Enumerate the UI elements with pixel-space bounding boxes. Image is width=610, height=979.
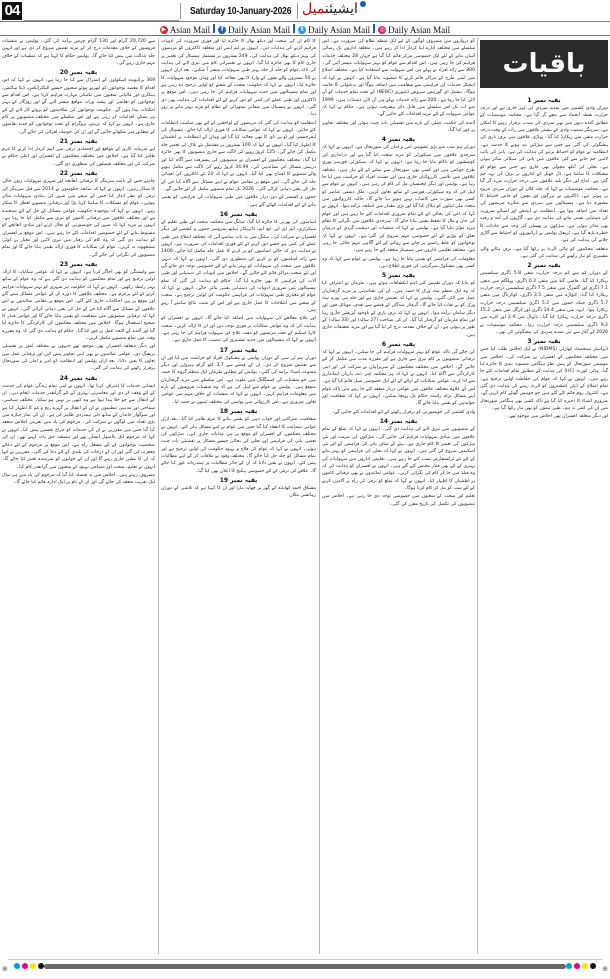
logo-eye-icon [360,1,366,7]
continuation-heading: بقیہ نمبر 23 [59,260,98,268]
article-paragraph: سے 20,720 گرام اور 130 گرام چرس برآمد کی گئی۔ پولیس نے منشیات فروشوں کے خلاف مقدمات درج کر کے مزید تفتیش شروع کر دی ہے اور انہیں جلد عدالت میں پیش کیا جائے گا۔ پولیس حکام کا کہنا ہے کہ منشیات کے خلاف مہم جاری رہے گی۔ [2,39,155,67]
column-divider [319,38,320,954]
article-paragraph: 369 پرائیویٹ اسکولوں کے اشتراک سے کیا جا رہا ہے۔ انہوں نے کہا کہ اس اقدام کا مقصد نوجوانوں کو ابھرتے ہوئے شعبوں جیسے الیکٹرانکس، ڈیٹا سائنس، بینکاری اور مالیاتی شعبوں میں تکنیکی مہارت فراہم کرنا ہے۔ اس اقدام سے نوجوانوں کو تعلیمی اور پیشہ ورانہ مواقع میسر آئیں گے اور روزگار کے بہتر امکانات پیدا ہوں گے۔ حکومت نوجوانوں کی صلاحیتوں کو بروئے کار لانے کے لئے ہر ممکن اقدامات کر رہی ہے اور اس سلسلے میں مختلف منصوبوں پر کام جاری ہے۔ انہوں نے کہا کہ تربیتی پروگرام کے تحت نوجوانوں کو جدید تقاضوں کے مطابق ہنر سکھائے جائیں گے اور ان کی حوصلہ افزائی کی جائے گی۔ [2,78,155,135]
section-banner-baqiyat: باقیات [480,40,608,88]
article-paragraph: کے دوران کم سے کم درجہ حرارت منفی 5.8 ڈگری سیلسیس ریکارڈ کیا گیا۔ قاضی گنڈ میں منفی 6.2 ڈگری، پہلگام میں منفی 7.1 ڈگری اور گلمرگ میں منفی 7.5 ڈگری سیلسیس درجہ حرارت ریکارڈ کیا گیا۔ کپواڑہ میں منفی 3.5 ڈگری، کوکرناگ میں منفی 5.7 ڈگری جبکہ جموں میں 5.2 ڈگری سیلسیس درجہ حرارت ریکارڈ ہوا۔ لیہہ میں منفی 14.4 ڈگری اور کرگل میں منفی 15.2 ڈگری درجہ حرارت ریکارڈ کیا گیا۔ بانہال میں 2.4 اور کٹرہ میں 9.2 ڈگری سیلسیس درجہ حرارت رہا۔ محکمہ موسمیات نے 2026 کے آغاز سے ہی شدید سردی کی پیشگوئی کی تھی۔ [480,271,608,335]
continuation-heading: بقیہ نمبر 2 [527,262,561,270]
color-swatch [582,963,588,969]
article-paragraph: شفافیت، شراکتی اور جواب دہی کو یقینی بنانے کا عزم ظاہر کیا گیا۔ بعد ازاں عوامی سماعت کا انعقاد کیا گیا جس میں عوام نے اپنے مسائل بیان کئے۔ انہوں نے مختلف محکموں کے افسران کو موقع پر ہی ہدایات جاری کیں۔ سڑکوں کی تعمیر، پانی کی فراہمی اور بجلی کی بحالی جیسے مسائل پر تفصیلی بات چیت ہوئی۔ انہوں نے کہا کہ عوام کی فلاح و بہبود حکومت کی اولین ترجیح ہے اور تمام مسائل کو جلد حل کیا جائے گا۔ مختلف وفود نے ملاقات کر کے اپنے مطالبات پیش کئے۔ انہوں نے یقین دلایا کہ ان کے جائز مطالبات پر ہمدردانہ غور کیا جائے گا۔ علاقے کی ترقی کے لئے خصوصی پیکیج کا اعلان بھی کیا گیا۔ [161,417,316,474]
article-paragraph: کو بتایا کہ دوران تفتیش کئی اہم انکشافات ہوئے ہیں۔ ملزمان نے اعتراف کیا کہ وہ ایک منظم نیٹ ورک کا حصہ ہیں۔ ان کی نشاندہی پر مزید گرفتاریاں عمل میں لائی گئیں۔ پولیس نے کہا کہ تفتیش جاری ہے اور جلد ہی پورے نیٹ ورک کو بے نقاب کیا جائے گا۔ گرفتار شدگان کے قبضے سے نقدی، موبائل فون اور دیگر سامان برآمد ہوا۔ انہوں نے کہا کہ برف باری کے باوجود آپریشن جاری رہا اور تمام ملزمان کو گرفتار کیا گیا۔ ان کی شناخت (27 سالہ) اور (33 سالہ) کے طور پر ہوئی ہے۔ ان کے خلاف مقدمہ درج کر لیا گیا ہے اور مزید تحقیقات جاری ہیں۔ [322,281,475,338]
newspaper-logo [302,1,366,17]
article-paragraph: لیے سرمایہ کاری کے مواقع اور اقتصادی ترقی میں اہم کردار ادا کرنے کا عزم ظاہر کیا گیا ہے۔ اجلاس میں مختلف محکموں کے افسران اور اعلیٰ حکام نے شرکت کی اور مختلف فیصلوں کی منظوری دی گئی۔ [2,147,155,167]
article-paragraph: اسامیوں کی بھرتی کا جائزہ لیا گیا۔ میٹنگ میں محکمہ صحت اور طبی تعلیم کے سیکرٹری، ایم ڈی این ایچ ایم، ڈائریکٹر ہیلتھ سروسز جموں و کشمیر اور دیگر افسران نے شرکت کی۔ میٹنگ میں یہ بات سامنے آئی کہ مختلف اضلاع میں طبی عملے کی کمی ہے جسے دور کرنے کے لئے فوری اقدامات کی ضرورت ہے۔ انہوں نے ہدایت دی کہ خالی اسامیوں کو پر کرنے کا عمل جلد مکمل کیا جائے۔ 1400 سے زائد اسامیوں کو پر کرنے کی منظوری دی گئی۔ انہوں نے کہا کہ دیہی علاقوں میں صحت کی سہولیات کو بہتر بنانے کے لئے خصوصی توجہ دی جائے گی اور نئے صحت مراکز قائم کئے جائیں گے۔ اجلاس میں ادویات کی دستیابی اور طبی آلات کی فراہمی کا بھی جائزہ لیا گیا۔ حکام کو ہدایت کی گئی کہ تمام ہسپتالوں میں ضروری ادویات کی دستیابی یقینی بنائی جائے۔ انہوں نے کہا کہ عوام کو معیاری طبی سہولیات کی فراہمی حکومت کی اولین ترجیح ہے۔ صحت کے شعبے میں اصلاحات کا عمل جاری ہے اور اس کے مثبت نتائج سامنے آ رہے ہیں۔ [161,219,316,314]
masthead [0,0,610,35]
registration-mark-icon: ⊕ [2,965,8,973]
article-paragraph: مشتاق احمد کھانڈے کے گھر پر چھاپہ مارا اور ان کا کہنا ہے کہ تلاشی کے دوران رہائشی مکان [161,485,316,499]
article-paragraph: کا کام ان کی صحت اور دیکھ بھال کا جائزہ لیا اور فوری ضرورت کی ادویات فراہم کرنے کی ہدایات دیں۔ انہوں نے ایم ایس اور متعلقہ ڈاکٹروں کو مریضوں کی بہتر دیکھ بھال کی ہدایت کی۔ 249 بستروں پر مشتمل ہسپتال کی تعمیر پر جاری کام کا بھی جائزہ لیا گیا۔ انہوں نے تعمیراتی کام میں تیزی لانے کی ہدایت کی تاکہ عوام کو جلد از جلد بہتر طبی سہولیات میسر آ سکیں۔ بعد ازاں انہوں نے 50 بستروں والے بچوں کے وارڈ کا بھی معائنہ کیا اور وہاں موجود سہولیات کا جائزہ لیا۔ انہوں نے کہا کہ حکومت صحت کے شعبے کو اولین ترجیح دے رہی ہے اور تمام ہسپتالوں میں جدید سہولیات فراہم کی جا رہی ہیں۔ اس موقع پر ڈاکٹروں اور طبی عملے کی کمی کو دور کرنے کے لئے اقدامات کی ہدایت بھی دی گئی۔ انہوں نے ہسپتال میں صفائی ستھرائی کے نظام کو مزید بہتر بنانے پر زور دیا۔ [161,39,316,118]
article-paragraph: کے منصوبوں میں تیزی لانے کی ہدایت دی گئی۔ انہوں نے کہا کہ ضلع کے تمام علاقوں میں بنیادی سہولیات فراہم کی جائیں گی۔ سڑکوں کی مرمت اور نئی سڑکوں کی تعمیر کا کام جاری ہے۔ پینے کے صاف پانی کی فراہمی کے لئے نئی اسکیمیں شروع کی گئی ہیں۔ انہوں نے کہا کہ بجلی کی فراہمی کو بہتر بنانے کے لئے نئے ٹرانسفارمر نصب کئے جا رہے ہیں۔ تعلیمی اداروں میں سہولیات کی بہتری کے لئے بھی فنڈز مختص کئے گئے ہیں۔ انہوں نے افسران کو ہدایت کی کہ وہ فیلڈ میں جا کر کام کی نگرانی کریں۔ عوامی نمائندوں نے بھی ترقیاتی کاموں پر اطمینان کا اظہار کیا۔ انہوں نے کہا کہ ضلع کو ترقی کی راہ پر گامزن کرنے کے لئے سب کو مل کر کام کرنا ہوگا۔ [322,427,475,491]
color-swatch [574,963,580,969]
article-paragraph: کی جائے گی تاکہ عوام کو بہتر سہولیات فراہم کی جا سکیں۔ انہوں نے کہا کہ ترقیاتی منصوبوں پر کام تیزی سے جاری ہے اور مقررہ مدت میں مکمل کر لئے جائیں گے۔ اجلاس میں مختلف محکموں کے سربراہان نے شرکت کی اور اپنی کارکردگی سے آگاہ کیا۔ انہوں نے کہا کہ ہر محکمہ اپنی ذمہ داریاں ایمانداری سے ادا کرے۔ عوامی شکایات کے ازالے کے لئے ایک خصوصی سیل قائم کیا گیا ہے۔ اس کے علاوہ مختلف علاقوں میں عوامی دربار منعقد کئے جا رہے ہیں تاکہ عوام اپنے مسائل براہ راست حکام تک پہنچا سکیں۔ انہوں نے کہا کہ شفافیت اور جوابدہی کو یقینی بنایا جائے گا۔ [322,350,475,407]
registration-mark-icon: ⊕ [602,965,608,973]
continuation-heading: بقیہ نمبر 20 [59,69,98,77]
article-paragraph: انسانی خدمات کا اعتراف کرتا تھا۔ انہوں نے اپنی تمام زندگی عوام کی خدمت کے لئے وقف کر دی اور معاشرتی بہتری کے لئے گرانقدر خدمات انجام دیں۔ ان کے انتقال سے جو خلا پیدا ہوا ہے وہ کبھی پر نہیں ہو سکتا۔ مختلف سیاسی، سماجی اور مذہبی تنظیموں نے ان کے انتقال پر گہرے رنج و غم کا اظہار کیا ہے اور سوگوار خاندان کے ساتھ دلی ہمدردی ظاہر کی ہے۔ ان کی نماز جنازہ میں بڑی تعداد میں لوگوں نے شرکت کی۔ مرحوم کی یاد میں تعزیتی اجلاس منعقد کیا گیا جس میں مقررین نے ان کی خدمات کو خراج تحسین پیش کیا۔ انہوں نے کہا کہ مرحوم ایک بااصول انسان تھے اور ہمیشہ حق بات کہتے تھے۔ ان کی شخصیت نوجوانوں کے لئے مشعل راہ ہے۔ اس موقع پر مرحوم کے لئے دعائے مغفرت کی گئی اور ان کے درجات کی بلندی کے لئے دعا کی گئی۔ مقررین نے کہا کہ ان کا مشن جاری رہے گا اور ان کے خوابوں کو شرمندہ تعبیر کیا جائے گا۔ انہوں نے تعلیم، صحت اور سماجی بہبود کے شعبوں میں گرانقدر کام کیا۔ [2,383,155,470]
article-paragraph: اور دیگر متعلقہ افسران بھی موجود تھے جنہوں نے مختلف امور پر تفصیلی بریفنگ دی۔ عوامی نمائندوں نے بھی اپنی تجاویز پیش کیں اور ترقیاتی عمل میں تعاون کا یقین دلایا۔ بعد ازاں پولیس اور انتظامیہ کو امن و امان کی صورتحال برقرار رکھنے کی ہدایت کی گئی۔ [2,344,155,372]
article-paragraph: کو دروازوں میں مصروف لوگوں کے لیے ایک منظم نظام کی ضرورت ہے۔ اس سلسلے میں مختلف ادارے اپنا کردار ادا کر رہے ہیں۔ متعلقہ اداروں تک رسائی آسان بنانے کے لئے ایک خصوصی مرکز قائم کیا گیا ہے جہاں 28 مختلف خدمات فراہم کی جا رہی ہیں۔ اس اقدام سے عوام کو بہتر سہولیات میسر آئیں گی۔ 800 سے زائد افراد نے پہلے ہی اس سہولت سے استفادہ کیا ہے۔ مختلف اضلاع میں اسی طرح کے مراکز قائم کرنے کا منصوبہ بنایا گیا ہے۔ انہوں نے کہا کہ ڈیجیٹل خدمات کی فراہمی سے شفافیت میں اضافہ ہوگا اور بدعنوانی کا خاتمہ ہوگا۔ نیشنل ای گورننس سروس ڈیلیوری (NEBC) کے تحت تمام خدمات کو آن لائن کیا جا رہا ہے۔ 200 سے زائد خدمات پہلے ہی آن لائن دستیاب ہیں۔ 1999 سے اب تک اس سلسلے میں قابل ذکر پیشرفت ہوئی ہے۔ حکام نے کہا کہ عوامی سہولت کے لئے مزید اقدامات کئے جائیں گے۔ [322,39,475,118]
print-registration-footer [0,955,610,979]
youtube-icon: ▶ [161,26,167,33]
continuation-heading: بقیہ نمبر 3 [527,338,561,346]
social-links-bar [0,22,610,34]
continuation-heading: بقیہ نمبر 17 [219,346,258,354]
article-paragraph: معلومات کی فراہمی کو یقینی بنایا جا رہا ہے۔ پولیس نے عوام سے کہا کہ وہ کسی بھی مشکوک سرگرمی کی فوری اطلاع دیں۔ [322,256,475,269]
article-paragraph: جموں و کشمیر کے دور دراز علاقوں میں طبی سہولیات کی فراہمی کو یقینی بنانے کے لئے اقدامات اٹھائے گئے ہیں۔ [161,195,316,208]
facebook-icon: f [218,26,226,34]
article-paragraph: انتظامیہ کو ہدایت کی گئی کہ مریضوں کے لواحقین کے لئے بھی مناسب انتظامات کئے جائیں۔ انہوں نے کہا کہ عوامی شکایات کا فوری ازالہ کیا جائے۔ ہسپتال کی ایمرجنسی اور او پی ڈی کا بھی معائنہ کیا گیا اور وہاں کے انتظامات پر اطمینان کا اظہار کیا گیا۔ انہوں نے کہا کہ 100 بستروں پر مشتمل نئے بلاک کی تعمیر جلد مکمل کی جائے گی۔ 125 کروڑ روپے کی لاگت سے جاری منصوبوں کا بھی جائزہ لیا گیا۔ مختلف محکموں کے افسران نے منصوبوں کی پیشرفت سے آگاہ کیا اور درپیش مسائل کی نشاندہی کی۔ 34.99 کروڑ روپے کی لاگت سے مکمل ہونے والے منصوبے کا افتتاح بھی کیا گیا۔ انہوں نے کہا کہ 20 نئے ڈاکٹروں کی تعیناتی جلد کی جائے گی۔ اس موقع پر مقامی عوام نے اپنے مسائل سے آگاہ کیا جن کے حل کی یقین دہانی کرائی گئی۔ 2026 تک تمام منصوبے مکمل کر لئے جائیں گے۔ [161,120,316,192]
masthead-divider [297,3,298,19]
article-column-4 [480,38,608,954]
continuation-heading: بقیہ نمبر 22 [59,170,98,178]
color-swatch [14,963,20,969]
article-paragraph: تعلیم اور صحت کے شعبوں میں خصوصی توجہ دی جا رہی ہے۔ اجلاس میں منصوبوں کی تکمیل کی تاریخ مقرر کی گئی۔ [322,494,475,507]
social-link-label: Daily Asian Mail [228,25,291,35]
issue-date: Saturday 10-January-2026 [190,6,292,17]
logo-accent-text: میل [302,1,325,17]
article-paragraph: اور علاج معالجے کی سہولیات میں اضافہ کیا جائے گا۔ انہوں نے افسران کو ہدایت کی کہ وہ عوامی شکایات پر فوری توجہ دیں اور ان کا ازالہ کریں۔ صحت کارڈ اسکیم کے تحت مریضوں کو مفت علاج کی سہولت فراہم کی جا رہی ہے۔ انہوں نے کہا کہ ہسپتالوں میں جدید مشینری کی تنصیب کا عمل جاری ہے۔ [161,316,316,344]
article-paragraph: دوران ہم ٹی سی کے دوران پولیس نے مشکوک افراد کو حراست میں لیا اور ان سے تفتیش شروع کر دی۔ ان کے قبضے سے 3.7 کلو گرام ہیروئن اور دیگر ممنوعہ اشیاء برآمد کی گئیں۔ پولیس کے مطابق ملزمان ایک منظم گروہ کا حصہ ہیں جو منشیات کی اسمگلنگ میں ملوث ہے۔ اس سلسلے میں مزید گرفتاریاں متوقع ہیں۔ پولیس نے عوام سے اپیل کی ہے کہ وہ منشیات فروشوں کے بارے میں معلومات فراہم کریں۔ انہوں نے کہا کہ منشیات کے خلاف مہم میں عوامی تعاون ضروری ہے۔ اس کارروائی میں پولیس کی مختلف ٹیموں نے حصہ لیا۔ [161,355,316,405]
social-separator [293,24,295,33]
article-column-1 [2,38,155,954]
social-link-label: Daily Asian Mail [388,25,451,35]
color-swatches-right [566,963,596,969]
article-column-2 [161,38,316,954]
continuation-heading: بقیہ نمبر 21 [59,138,98,146]
continuation-heading: بقیہ نمبر 4 [381,136,416,144]
twitter-icon: t [298,26,306,34]
continuation-heading: بقیہ نمبر 5 [381,272,416,280]
article-paragraph: وادی کشمیر کی خوبصورتی کو برقرار رکھنے کے لئے اقدامات کئے جائیں گے۔ [332,409,475,415]
column-divider [477,38,478,954]
grey-density-bar [44,964,566,969]
masthead-divider [180,3,181,19]
article-column-3 [322,38,475,954]
footer-rule [8,959,602,960]
logo-text: ایشیئن [324,1,358,17]
article-paragraph: متعلقہ محکموں کو ہائی الرٹ پر رکھا گیا ہے۔ برف ہٹانے والی مشینری کو تیار رکھنے کی ہدایت کی گئی ہے۔ [480,246,608,259]
social-separator [213,24,215,33]
page-number: 04 [2,2,22,20]
article-paragraph: دوران وادی کشمیر میں شدید سردی کی لہر جاری ہے اور درجہ حرارت نقطہ انجماد سے نیچے گر گیا ہے۔ محکمہ موسمیات کے مطابق آئندہ دنوں میں بھی سردی کی شدت برقرار رہنے کا امکان ہے۔ سرینگر سمیت وادی کے بیشتر علاقوں میں رات کے وقت درجہ حرارت منفی میں ریکارڈ کیا گیا۔ پہاڑی علاقوں میں برف باری کی پیشگوئی کی گئی ہے جس سے سڑکیں بند ہونے کا خدشہ ہے۔ انتظامیہ نے عوام کو احتیاط برتنے کی ہدایت کی ہے۔ پانی کی پائپ لائنیں جم جانے سے کئی علاقوں میں پانی کی سپلائی متاثر ہوئی ہے۔ بجلی کی آنکھ مچولی بھی جاری ہے جس سے عوام کو مشکلات کا سامنا ہے۔ ڈل جھیل کے کناروں پر برف کی تہہ جم گئی ہے۔ لداخ اور دیگر بلند علاقوں میں درجہ حرارت مزید گر گیا ہے۔ محکمہ موسمیات نے کہا کہ چلہ کلان کے دوران سردی عروج پر ہوتی ہے۔ ڈاکٹروں نے بزرگوں اور بچوں کو خاص احتیاط کا مشورہ دیا ہے۔ ہسپتالوں میں سردی سے متاثرہ مریضوں کی تعداد میں اضافہ ہوا ہے۔ انتظامیہ نے ایندھن اور اشیائے ضروریہ کی دستیابی یقینی بنانے کی ہدایت دی ہے۔ گاڑیوں کی آمد و رفت بھی متاثر ہوئی ہے۔ سڑکوں پر پھسلن کی وجہ سے حادثات کا خطرہ بڑھ گیا ہے۔ ٹریفک پولیس نے ڈرائیوروں کو احتیاط سے گاڑی چلانے کی ہدایت کی ہے۔ [480,106,608,244]
article-paragraph: ڈیزاسٹر مینجمنٹ اتھارٹی (NIDMS) نے ایک اجلاس طلب کیا جس میں مختلف محکموں کے افسران نے شرکت کی۔ اجلاس میں موسمی صورتحال کے پیش نظر ہنگامی منصوبہ بندی کا جائزہ لیا گیا۔ ہائی کورٹ (HC) کی ہدایت کے مطابق تمام اقدامات کئے جا رہے ہیں۔ انہوں نے کہا کہ عوام کی حفاظت اولین ترجیح ہے۔ تمام اضلاع کے ڈپٹی کمشنروں کو الرٹ رہنے کی ہدایت دی گئی ہے۔ کنٹرول روم قائم کئے گئے ہیں جو چوبیس گھنٹے کام کریں گے۔ ضروری اشیاء کا ذخیرہ کیا گیا ہے تاکہ کسی بھی ہنگامی صورتحال میں ان کی کمی نہ ہو۔ طبی ٹیموں کو بھی تیار رکھا گیا ہے۔ [480,347,608,412]
color-swatch [590,963,596,969]
color-swatch [22,963,28,969]
social-link-label: Daily Asian Mail [308,25,371,35]
article-paragraph: آئندہ کی حکمت عملی کے بارے میں تفصیلی بات چیت ہوئی اور مختلف تجاویز پر غور کیا گیا۔ [322,120,475,134]
article-paragraph: چاہئے جس کے باعث سرینگر کا ترقیاتی ڈھانچہ اور شہری سہولیات زبوں حالی کا شکار رہیں۔ انہوں نے کہا کہ سابقہ حکومتوں نے 2014 سے قبل سرینگر کی ترقی کو نظر انداز کیا جس کے نتیجے میں شہر کی بنیادی سہولیات متاثر ہوئیں۔ عوام کو مشکلات کا سامنا کرنا پڑا اور ترقیاتی منصوبے تعطل کا شکار رہے۔ انہوں نے کہا کہ موجودہ حکومت عوامی مسائل کے حل کے لئے سنجیدہ ہے اور مختلف علاقوں میں ترقیاتی کاموں کو تیزی سے مکمل کیا جا رہا ہے۔ انہوں نے مزید کہا کہ شہر کی خوبصورتی کو بحال کرنے اور بنیادی ڈھانچے کو مضبوط بنانے کے لئے خصوصی اقدامات کئے جا رہے ہیں۔ اس موقع پر افسران کو ہدایت دی گئی کہ وہ کام کی رفتار میں تیزی لائیں اور معیار پر کوئی سمجھوتہ نہ کریں۔ عوام کی شکایات کا فوری ازالہ یقینی بنایا جائے گا اور تمام منصوبوں کی نگرانی کی جائے گی۔ [2,179,155,258]
continuation-heading: بقیہ نمبر 16 [219,210,258,218]
continuation-heading: بقیہ نمبر 6 [381,341,416,349]
continuation-heading: بقیہ نمبر 24 [59,374,98,382]
instagram-icon: ◎ [379,26,385,33]
continuation-heading: بقیہ نمبر 1 [527,97,561,104]
color-swatches-left [14,963,44,969]
color-swatch [566,963,572,969]
social-separator [373,24,375,33]
column-divider [158,38,159,954]
continuation-heading: بقیہ نمبر 18 [219,408,258,416]
article-paragraph: سے وابستگی کو بھی اجاگر کرتا ہے۔ انہوں نے کہا کہ عوامی شکایات کا ازالہ اولین ترجیح ہے اور تمام محکموں کو ہدایت دی گئی ہے کہ وہ عوام کے ساتھ بہتر رابطہ رکھیں۔ انہوں نے کہا کہ حکومت ہر شہری کو بہتر سہولیات فراہم کرنے کے لئے پرعزم ہے۔ مختلف علاقوں کا دورہ کر کے عوامی مسائل سنے گئے اور موقع پر ہی احکامات جاری کئے گئے۔ اس موقع پر مقامی نمائندوں نے اپنے علاقوں کے مسائل سے آگاہ کیا جن کے حل کی یقین دہانی کرائی گئی۔ انہوں نے کہا کہ ترقیاتی منصوبوں میں شفافیت کو یقینی بنایا جائے گا اور عوامی فنڈز کا صحیح استعمال ہوگا۔ اجلاس میں مختلف محکموں کی کارکردگی کا جائزہ لیا گیا اور آئندہ کے لائحہ عمل پر غور کیا گیا۔ حکام کو ہدایت دی گئی کہ وہ مقررہ وقت میں تمام منصوبے مکمل کریں۔ [2,269,155,342]
masthead-rule [0,35,610,36]
article-paragraph: مصروف رہتے ہیں۔ اجلاس میں یہ فیصلہ کیا گیا کہ مرحوم کی یاد میں ہر سال ایک تقریب منعقد کی جائے گی اور ان کے نام پر ایک ادارہ قائم کیا جائے گا۔ [2,472,155,486]
continuation-heading: بقیہ نمبر 14 [379,418,418,426]
article-paragraph: دوران ہم سب سے بڑی تشویش امن و امان کی صورتحال ہے۔ انہوں نے کہا کہ سرحدی علاقوں میں سیکورٹی کو مزید سخت کیا گیا ہے اور دراندازی کی کوششوں کو ناکام بنایا جا رہا ہے۔ انہوں نے کہا کہ سیکورٹی فورسز پوری طرح چوکس ہیں اور کسی بھی صورتحال سے نمٹنے کے لئے تیار ہیں۔ مختلف علاقوں میں تلاشی کارروائیاں جاری ہیں اور مشتبہ افراد کو حراست میں لیا جا رہا ہے۔ پولیس اور دیگر ایجنسیاں مل کر کام کر رہی ہیں۔ انہوں نے عوام سے اپیل کی کہ وہ سیکورٹی فورسز کے ساتھ تعاون کریں۔ ملک دشمن عناصر کو کسی بھی صورت میں کامیاب نہیں ہونے دیا جائے گا۔ حالیہ کارروائیوں میں متعدد ملی ٹینٹوں کو ہلاک کیا گیا اور بڑی مقدار میں اسلحہ برآمد ہوا۔ انہوں نے کہا کہ امن کی بحالی کے لئے تمام ضروری اقدامات کئے جا رہے ہیں اور عوام کی جان و مال کا تحفظ یقینی بنایا جائے گا۔ سرحدی علاقوں میں نگرانی کا نظام مزید مؤثر بنایا گیا ہے۔ پولیس نے کہا کہ منشیات اور دہشت گردی کے درمیان تعلق کو توڑنے کے لئے خصوصی مہم شروع کی گئی ہے۔ انہوں نے کہا کہ نوجوانوں کو غلط راستے پر جانے سے روکنے کے لئے آگاہی مہم چلائی جا رہی ہے۔ مختلف تعلیمی اداروں میں سیمینار منعقد کئے جا رہے ہیں۔ [322,145,475,254]
social-link-label: Asian Mail [169,25,211,35]
color-swatch [30,963,36,969]
article-paragraph: اور دیگر متعلقہ افسران بھی اجلاس میں موجود تھے۔ [506,414,608,420]
continuation-heading: بقیہ نمبر 19 [219,476,258,484]
